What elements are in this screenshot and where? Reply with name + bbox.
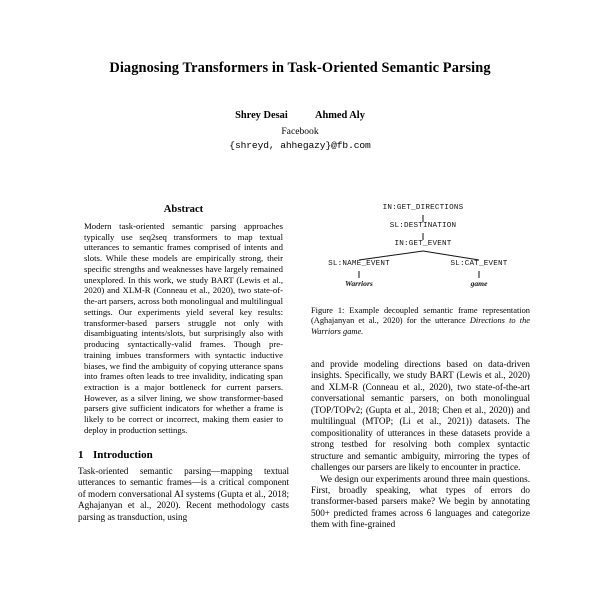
figure-caption-label: Figure 1:: [311, 306, 345, 315]
tree-node-sl-destination: SL:DESTINATION: [389, 222, 457, 230]
section-heading-introduction: [78, 449, 289, 461]
intro-paragraph-1: Task-oriented semantic parsing—mapping textual utterances to semantic frames—is a critical component of modern conversational AI systems (Gupta et al., 2018; Aghajanyan et al., 2020). Recent methodology casts parsing as transduction, using: [78, 465, 289, 522]
author-list: [70, 110, 530, 121]
right-column: [311, 204, 530, 531]
tree-node-in-get-directions: IN:GET_DIRECTIONS: [382, 204, 464, 212]
right-paragraph-2: We design our experiments around three main questions. First, broadly speaking, what types of errors do transformer-based parsers make? We begin by annotating 500+ predicted frames across 6 languages and categorize them with fine-grained: [311, 473, 530, 530]
figure-caption-text: Example decoupled semantic frame representation (Aghajanyan et al., 2020) for the utterance: [311, 306, 530, 326]
tree-edge-4: [479, 271, 480, 278]
page-title: Diagnosing Transformers in Task-Oriented Semantic Parsing: [109, 60, 491, 76]
author-2: Ahmed Aly: [314, 110, 365, 121]
section-number: 1: [78, 448, 84, 461]
abstract-heading: Abstract: [163, 204, 204, 215]
caption-body-gap: [311, 337, 530, 359]
tree-edge-1: [423, 215, 424, 222]
tree-node-sl-cat-event: SL:CAT_EVENT: [450, 260, 508, 268]
semantic-frame-tree: [311, 204, 530, 296]
tree-edge-3: [359, 271, 360, 278]
tree-leaf-warriors: Warriors: [345, 279, 373, 288]
abstract-text: Modern task-oriented semantic parsing approaches typically use seq2seq transformers to map textual utterances to semantic frames comprised of intents and slots. While these models are empirically strong, their specific strengths and weaknesses have largely remained unexplored. In this work, we study BART (Lewis et al., 2020) and XLM-R (Conneau et al., 2020), two state-of-the-art parsers, across both monolingual and multilingual settings. Our experiments yield several key results: transformer-based parsers struggle not only with disambiguating intents/slots, but surprisingly also with producing syntactically-valid frames. Though pre-training imbues transformers with syntactic inductive biases, we find the ambiguity of copying utterance spans into frames often leads to tree invalidity, indicating span extraction is a major bottleneck for current parsers. However, as a silver lining, we show transformer-based parsers give sufficient indicators for whether a frame is likely to be correct or incorrect, making them easier to deploy in production settings.: [84, 221, 283, 435]
tree-node-sl-name-event: SL:NAME_EVENT: [328, 260, 390, 268]
author-1: Shrey Desai: [235, 110, 288, 121]
figure-caption: [311, 306, 530, 337]
author-email: {shreyd, ahhegazy}@fb.com: [229, 140, 371, 151]
tree-node-in-get-event: IN:GET_EVENT: [394, 240, 452, 248]
tree-branch-lines: [311, 204, 530, 296]
left-column: [78, 204, 289, 523]
figure-caption-utterance: Directions to the Warriors game.: [311, 316, 530, 336]
tree-leaf-game: game: [470, 279, 488, 288]
affiliation: Facebook: [281, 126, 319, 137]
right-paragraph-1: and provide modeling directions based on data-driven insights. Specifically, we study BART (Lewis et al., 2020) and XLM-R (Conneau et al., 2020), two state-of-the-art conversational semantic parsers, on both monolingual (TOP/TOPv2; (Gupta et al., 2018; Chen et al., 2020)) and multilingual (MTOP; (Li et al., 2021)) datasets. The compositionality of utterances in these datasets provide a strong testbed for resolving both complex syntactic structure and semantic ambiguity, mirroring the types of challenges our parsers are likely to encounter in practice.: [311, 358, 530, 473]
figure-1: [311, 204, 530, 296]
section-title: Introduction: [93, 448, 153, 461]
tree-edge-2: [423, 233, 424, 240]
